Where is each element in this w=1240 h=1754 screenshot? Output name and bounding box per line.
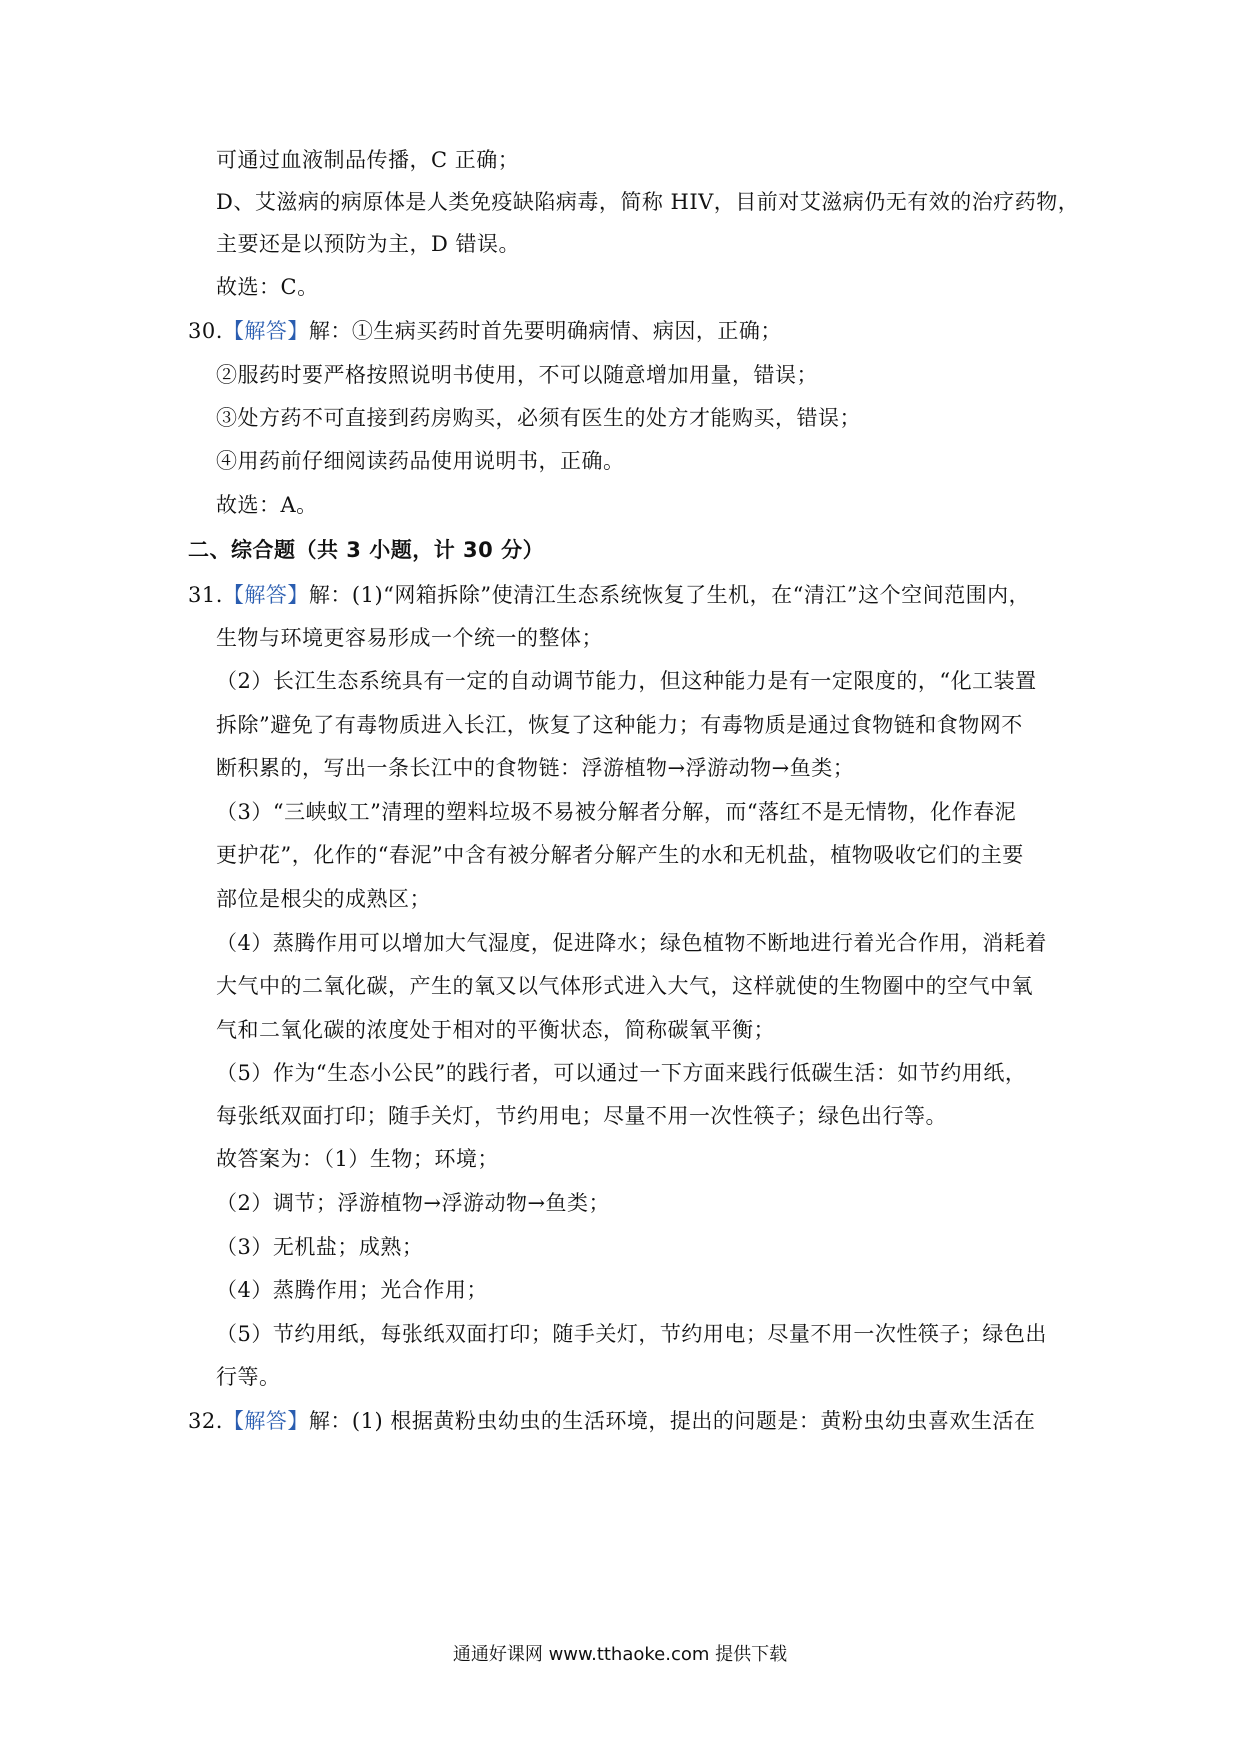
question-number: 31. [188, 583, 223, 607]
question-text: 解：(1)“网箱拆除”使清江生态系统恢复了生机，在“清江”这个空间范围内， [308, 583, 1031, 607]
text-line: 气和二氧化碳的浓度处于相对的平衡状态，简称碳氧平衡； [216, 1018, 775, 1042]
answer-tag: 【解答】 [222, 1409, 309, 1433]
text-line: ④用药前仔细阅读药品使用说明书，正确。 [216, 449, 625, 473]
section-heading: 二、综合题（共 3 小题，计 30 分） [188, 538, 545, 562]
text-line: 更护花”，化作的“春泥”中含有被分解者分解产生的水和无机盐，植物吸收它们的主要 [216, 843, 1024, 867]
text-line: 拆除”避免了有毒物质进入长江，恢复了这种能力；有毒物质是通过食物链和食物网不 [216, 713, 1023, 737]
answer-tag: 【解答】 [222, 319, 309, 343]
page-footer: 通通好课网 www.tthaoke.com 提供下载 [452, 1644, 788, 1665]
text-line: 故选：A。 [216, 493, 318, 517]
text-line: 故选：C。 [216, 275, 319, 299]
text-line: ②服药时要严格按照说明书使用，不可以随意增加用量，错误； [216, 363, 818, 387]
text-line: 断积累的，写出一条长江中的食物链：浮游植物→浮游动物→鱼类； [216, 756, 855, 780]
text-line: 可通过血液制品传播，C 正确； [216, 148, 520, 172]
question-number: 30. [188, 319, 223, 343]
text-line: 每张纸双面打印；随手关灯，节约用电；尽量不用一次性筷子；绿色出行等。 [216, 1104, 947, 1128]
answer-tag: 【解答】 [222, 583, 309, 607]
text-line: （4）蒸腾作用；光合作用； [216, 1278, 488, 1302]
text-line: （5）作为“生态小公民”的践行者，可以通过一下方面来践行低碳生活：如节约用纸， [216, 1061, 1027, 1085]
question-text: 解：①生病买药时首先要明确病情、病因，正确； [308, 319, 782, 343]
text-line: （2）调节；浮游植物→浮游动物→鱼类； [216, 1191, 611, 1215]
text-line: （3）无机盐；成熟； [216, 1235, 424, 1259]
text-line: 故答案为：（1）生物；环境； [216, 1147, 499, 1171]
question-32 [188, 1406, 1035, 1436]
text-line: 部位是根尖的成熟区； [216, 887, 431, 911]
text-line: ③处方药不可直接到药房购买，必须有医生的处方才能购买，错误； [216, 406, 861, 430]
text-line: （5）节约用纸，每张纸双面打印；随手关灯，节约用电；尽量不用一次性筷子；绿色出 [216, 1322, 1047, 1346]
text-line: （2）长江生态系统具有一定的自动调节能力，但这种能力是有一定限度的，“化工装置 [216, 669, 1037, 693]
text-line: 行等。 [216, 1365, 281, 1389]
text-line: 大气中的二氧化碳，产生的氧又以气体形式进入大气，这样就使的生物圈中的空气中氧 [216, 974, 1033, 998]
question-30 [188, 316, 782, 346]
text-line: 生物与环境更容易形成一个统一的整体； [216, 626, 603, 650]
text-line: D、艾滋病的病原体是人类免疫缺陷病毒，简称 HIV，目前对艾滋病仍无有效的治疗药物， [216, 190, 1080, 214]
text-line: （3）“三峡蚁工”清理的塑料垃圾不易被分解者分解，而“落红不是无情物，化作春泥 [216, 800, 1017, 824]
question-text: 解：(1) 根据黄粉虫幼虫的生活环境，提出的问题是：黄粉虫幼虫喜欢生活在 [308, 1409, 1036, 1433]
question-number: 32. [188, 1409, 223, 1433]
text-line: （4）蒸腾作用可以增加大气湿度，促进降水；绿色植物不断地进行着光合作用，消耗着 [216, 931, 1047, 955]
question-31 [188, 580, 1030, 610]
text-line: 主要还是以预防为主，D 错误。 [216, 232, 521, 256]
